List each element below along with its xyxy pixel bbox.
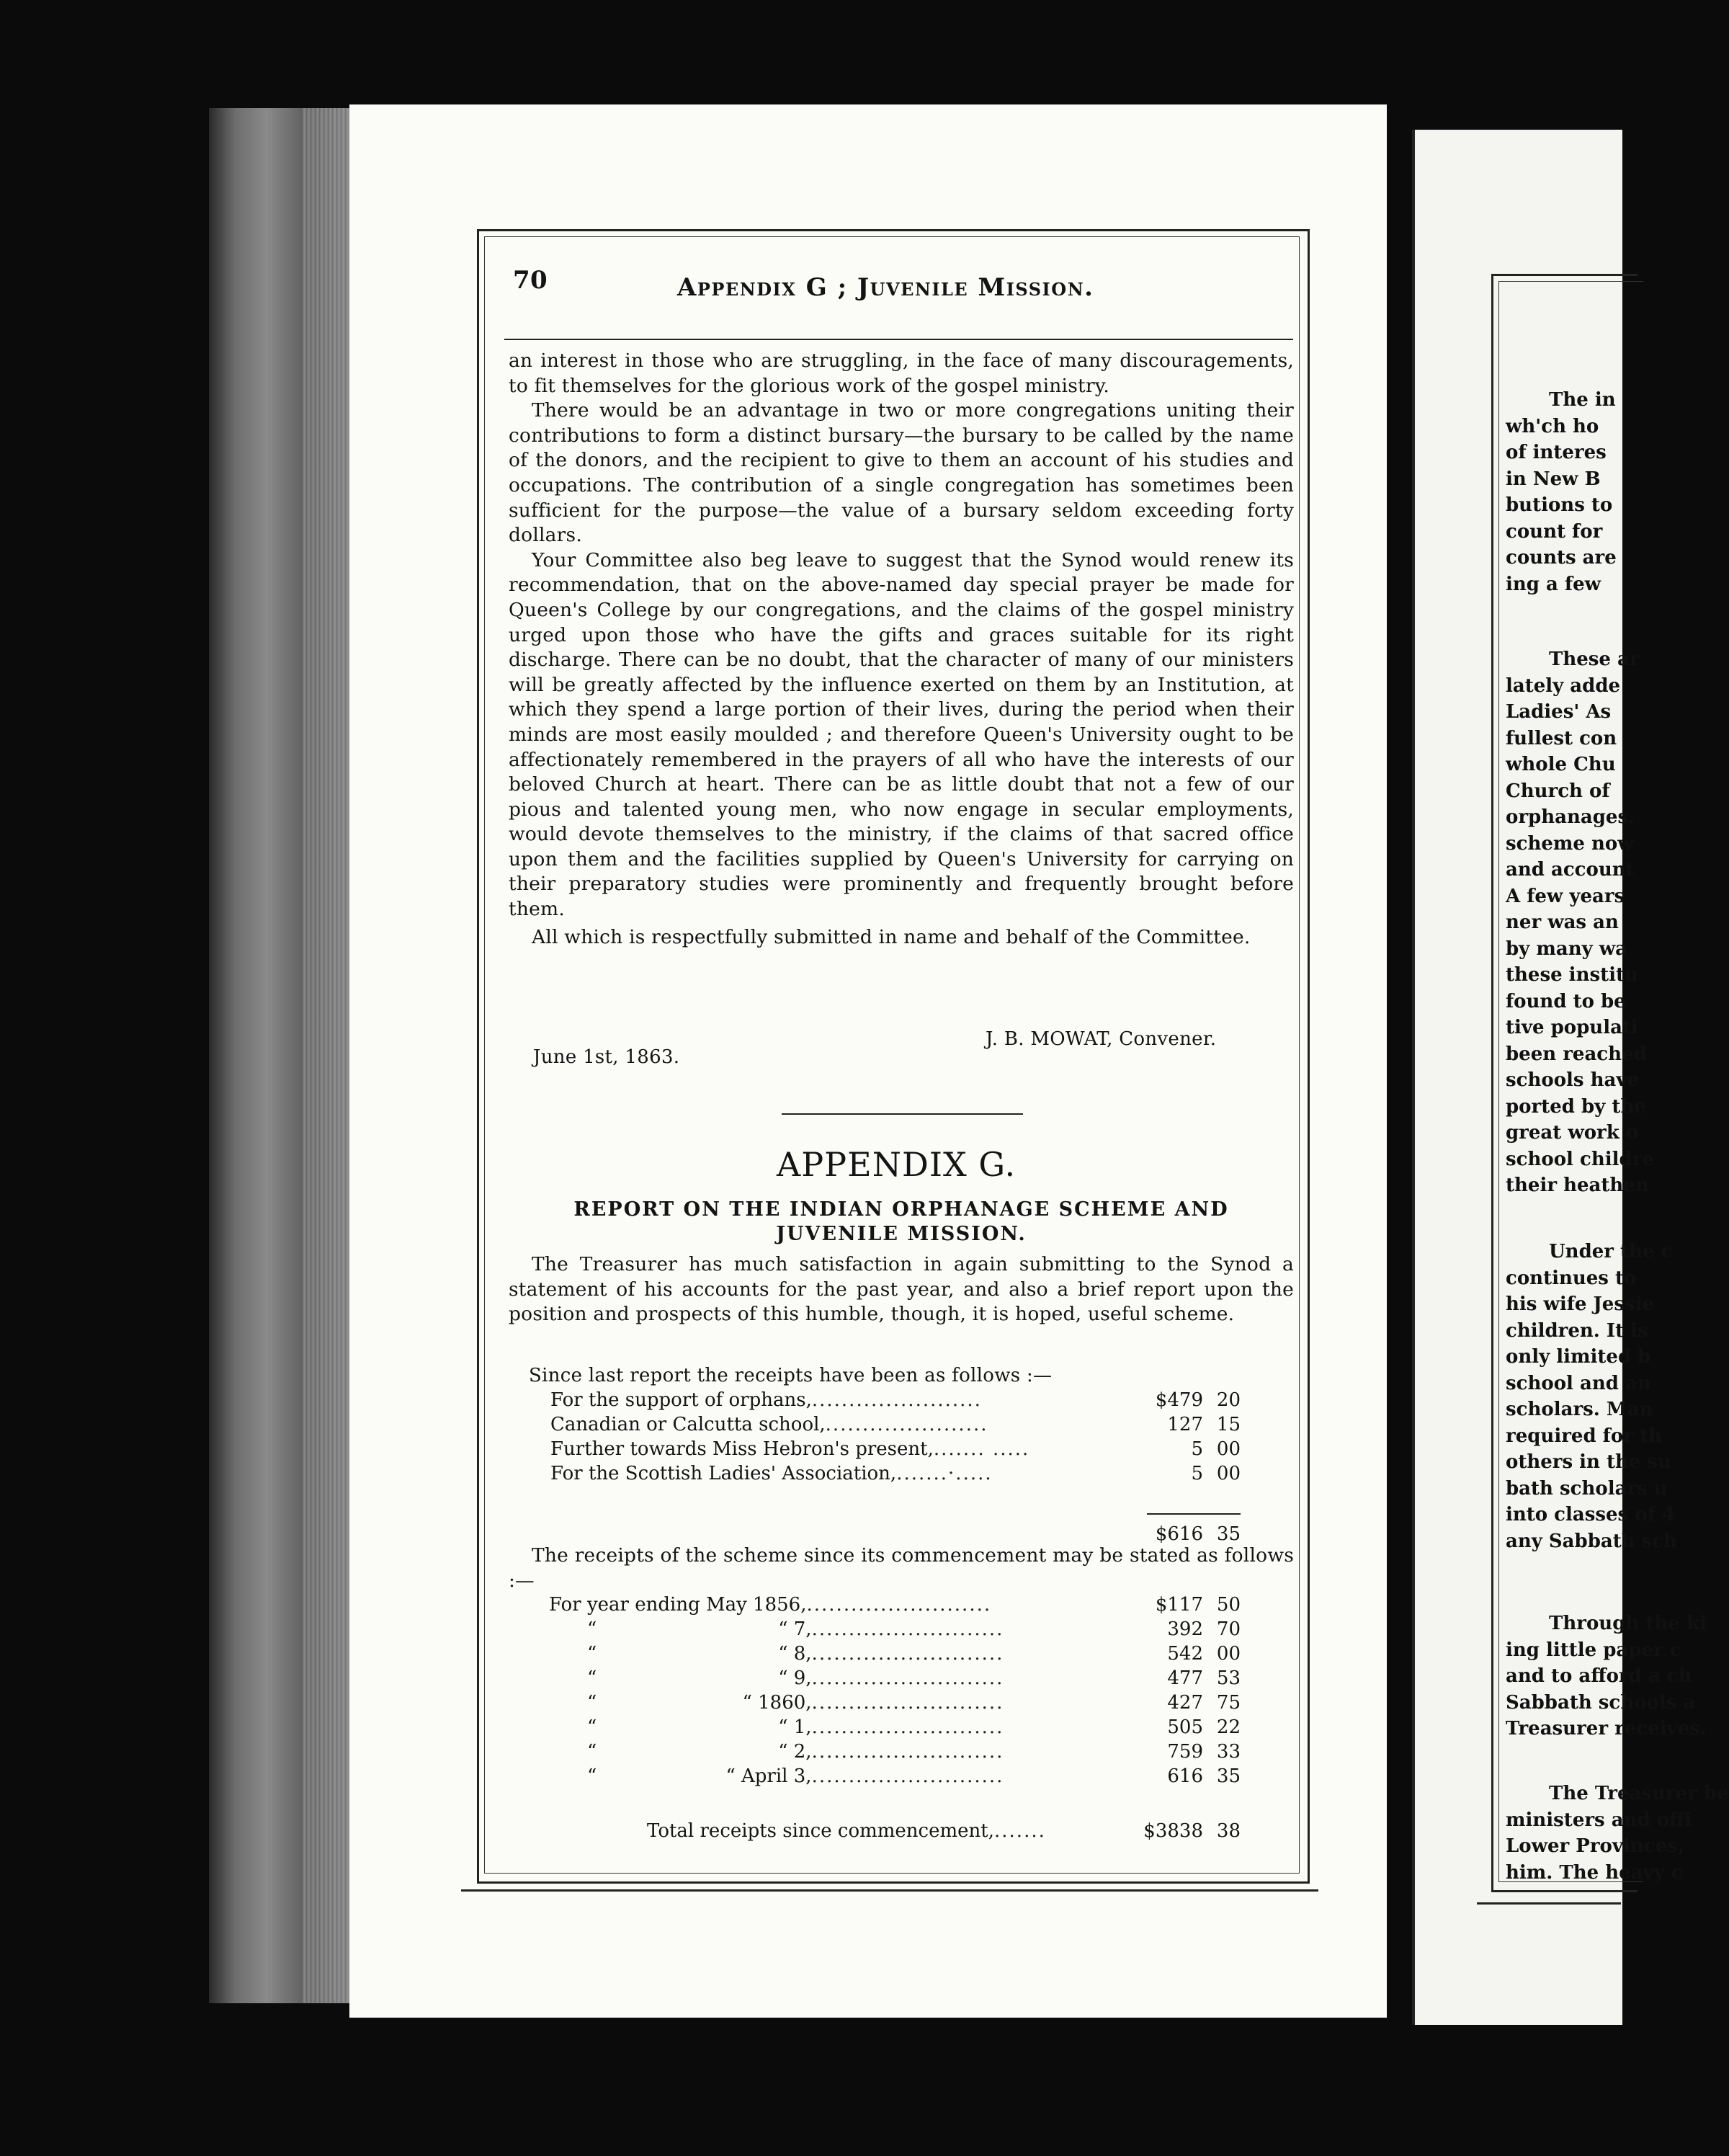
right-page-line: found to be	[1506, 990, 1626, 1012]
history-cents: 70	[1216, 1618, 1241, 1640]
right-page-line: by many wa	[1506, 937, 1627, 960]
paragraph: All which is respectfully submitted in name and behalf of the Committee.	[532, 925, 1251, 948]
right-page-line: Treasurer receives.	[1506, 1718, 1707, 1740]
history-cents: 33	[1216, 1741, 1241, 1763]
receipt-dollars: 5	[1191, 1438, 1203, 1460]
right-page-line: ner was an	[1506, 912, 1619, 933]
right-page-line: continues to	[1506, 1267, 1637, 1289]
table-row: For the Scottish Ladies' Association,.......·.....	[550, 1463, 993, 1484]
table-row: Further towards Miss Hebron's present,....... .....	[550, 1438, 1030, 1460]
table-row: “ “ 8,..........................	[587, 1643, 1004, 1665]
sum-rule	[1147, 1513, 1241, 1515]
history-col2: “ 7,	[778, 1618, 812, 1640]
right-page-line: been reached	[1506, 1043, 1647, 1065]
page-number: 70	[513, 266, 548, 295]
history-col2: “ 9,	[778, 1667, 812, 1689]
table-row: Canadian or Calcutta school,......................	[550, 1414, 988, 1435]
signature-signer: J. B. MOWAT, Convener.	[986, 1028, 1217, 1050]
right-page-line: their heathen	[1506, 1175, 1649, 1196]
history-col2: “ 2,	[778, 1741, 812, 1763]
history-dollars: 616	[1167, 1765, 1203, 1787]
right-page-line: lately adde	[1506, 674, 1621, 697]
intro-text	[509, 349, 1294, 950]
right-page-line: ported by the	[1506, 1095, 1646, 1118]
header-rule	[504, 339, 1293, 340]
table-row: For year ending May 1856,.........................	[549, 1594, 992, 1616]
history-col1: “	[587, 1667, 597, 1689]
history-cents: 53	[1216, 1667, 1241, 1689]
right-page-line: Through the ki	[1549, 1613, 1707, 1634]
receipts-intro: Since last report the receipts have been as follows :—	[529, 1365, 1053, 1386]
receipt-label: Further towards Miss Hebron's present,	[550, 1438, 934, 1460]
history-cents: 22	[1216, 1716, 1241, 1738]
right-page-line: A few years	[1506, 885, 1625, 907]
right-page-line: ministers and offi	[1506, 1809, 1692, 1831]
receipt-label: For the support of orphans,	[550, 1389, 812, 1411]
history-cents: 35	[1216, 1765, 1241, 1787]
history-col1: “	[587, 1716, 597, 1738]
history-dollars: 542	[1167, 1643, 1203, 1665]
grand-total-cents: 38	[1216, 1820, 1241, 1842]
right-page-line: The in	[1549, 389, 1616, 411]
table-row: “ “ 9,..........................	[587, 1667, 1004, 1689]
right-page-line: scholars. Man	[1506, 1399, 1653, 1420]
paragraph: The receipts of the scheme since its commencement may be stated as follows :—	[509, 1544, 1294, 1592]
right-frame-bottom-rule	[1477, 1902, 1621, 1905]
right-page-line: Under the c	[1549, 1241, 1673, 1262]
history-col1: “	[587, 1741, 597, 1763]
table-row: “ “ 2,..........................	[587, 1741, 1004, 1763]
history-col2: “ 8,	[778, 1643, 812, 1665]
history-col1: For year ending	[549, 1594, 700, 1616]
right-page-line: required for th	[1506, 1425, 1662, 1447]
history-dollars: 392	[1167, 1618, 1203, 1640]
history-cents: 50	[1216, 1594, 1241, 1616]
right-page-line: any Sabbath sch	[1506, 1530, 1678, 1552]
right-page-line: school and an	[1506, 1372, 1651, 1394]
table-row: For the support of orphans,.......................	[550, 1389, 982, 1411]
history-col1: “	[587, 1643, 597, 1665]
right-page-line: whole Chu	[1506, 754, 1616, 775]
grand-total-dollars: $3838	[1143, 1820, 1203, 1842]
receipt-cents: 15	[1216, 1414, 1241, 1435]
right-page-line: bath scholars u	[1506, 1477, 1668, 1500]
receipt-label: For the Scottish Ladies' Association,	[550, 1463, 897, 1484]
right-page-line: orphanages.	[1506, 806, 1635, 828]
right-page-line: count for	[1506, 520, 1603, 543]
right-page-line: school childre	[1506, 1148, 1654, 1170]
receipt-label: Canadian or Calcutta school,	[550, 1414, 826, 1435]
right-page-line: and to afford a ch	[1506, 1665, 1692, 1687]
table-row: “ “ April 3,..........................	[587, 1765, 1004, 1787]
paragraph: Your Committee also beg leave to suggest that the Synod would renew its recommendation, that on the above-named day special prayer be made for Queen's College by our congregations, and the claims of the gospel ministry urged upon those who have the gifts and graces suitable for its right discharge. There can be no doubt, that the character of many of our ministers will be greatly affected by the influence exerted on them by an Institution, at which they spend a large portion of their lives, during the period when their minds are most easily moulded ; and therefore Queen's University ought to be affectionately remembered in the prayers of all who have the interests of our beloved Church at heart. There can be as little doubt that not a few of our pious and talented young men, who now engage in secular employments, would devote themselves to the ministry, if the claims of that sacred office upon them and the facilities supplied by Queen's University for carrying on their preparatory studies were prominently and frequently brought before them.	[509, 548, 1294, 921]
history-dollars: 505	[1167, 1716, 1203, 1738]
appendix-heading: APPENDIX G.	[777, 1145, 1017, 1184]
right-page-line: Ladies' As	[1506, 701, 1612, 723]
paragraph: There would be an advantage in two or more congregations uniting their contributions to form a distinct bursary—the bursary to be called by the name of the donors, and the recipient to give to them an account of his studies and occupations. The contribution of a single congregation has sometimes been sufficient for the purpose—the value of a bursary seldom exceeding forty dollars.	[509, 399, 1294, 547]
appendix-intro	[509, 1252, 1294, 1327]
receipt-cents: 00	[1216, 1438, 1241, 1460]
table-row: “ “ 7,..........................	[587, 1618, 1004, 1640]
history-col1: “	[587, 1692, 597, 1714]
right-page-line: into classes of 4	[1506, 1504, 1675, 1525]
right-page-line: butions to	[1506, 494, 1613, 516]
report-title: REPORT ON THE INDIAN ORPHANAGE SCHEME AND JUVENILE MISSION.	[573, 1198, 1229, 1245]
running-title: Appendix G ; Juvenile Mission.	[677, 273, 1094, 302]
signature-date: June 1st, 1863.	[533, 1046, 680, 1068]
paragraph: The Treasurer has much satisfaction in again submitting to the Synod a statement of his accounts for the past year, and also a brief report upon the position and prospects of this humble, though, it is hoped, useful scheme.	[509, 1253, 1294, 1326]
history-dollars: 759	[1167, 1741, 1203, 1763]
right-page-line: Sabbath schools a	[1506, 1691, 1696, 1714]
history-col1: “	[587, 1765, 597, 1787]
grand-total-label: Total receipts since commencement,	[647, 1820, 995, 1842]
paragraph: an interest in those who are struggling, in the face of many discouragements, to fit themselves for the glorious work of the gospel ministry.	[509, 349, 1294, 397]
history-dollars: 477	[1167, 1667, 1203, 1689]
history-col2: “ 1860,	[742, 1692, 812, 1714]
right-page-line: Lower Provinces,	[1506, 1835, 1684, 1857]
history-intro	[509, 1544, 1294, 1593]
right-page-line: these institu	[1506, 964, 1638, 986]
right-page-line: scheme now	[1506, 832, 1634, 855]
right-page-line: Church of	[1506, 780, 1610, 802]
right-page-line: ing little paper c	[1506, 1639, 1681, 1661]
history-col2: “ April 3,	[725, 1765, 812, 1787]
history-dollars: 427	[1167, 1692, 1203, 1714]
right-page-line: only limited b	[1506, 1346, 1651, 1368]
right-page-line: fullest con	[1506, 727, 1617, 749]
right-page-line: counts are	[1506, 547, 1617, 569]
receipt-dollars: 5	[1191, 1463, 1203, 1484]
right-page-line: ing a few	[1506, 573, 1601, 595]
frame-bottom-rule	[461, 1889, 1318, 1892]
receipt-cents: 20	[1216, 1389, 1241, 1411]
receipt-cents: 00	[1216, 1463, 1241, 1484]
table-row: “ “ 1860,..........................	[587, 1692, 1004, 1714]
history-dollars: $117	[1155, 1594, 1203, 1616]
right-page-line: his wife Jessie	[1506, 1293, 1655, 1315]
history-cents: 75	[1216, 1692, 1241, 1714]
right-page-line: children. It is	[1506, 1319, 1648, 1342]
section-divider	[782, 1113, 1023, 1115]
history-cents: 00	[1216, 1643, 1241, 1665]
right-page-line: tive populati	[1506, 1017, 1638, 1038]
receipt-dollars: $479	[1155, 1389, 1203, 1411]
receipts-total-dollars: $616	[1155, 1523, 1203, 1545]
right-page-line: schools have	[1506, 1069, 1640, 1091]
right-page-line: others in the su	[1506, 1451, 1672, 1473]
history-col2: May 1856,	[705, 1594, 807, 1616]
right-page-line: in New B	[1506, 468, 1601, 490]
receipt-dollars: 127	[1167, 1414, 1203, 1435]
history-col1: “	[587, 1618, 597, 1640]
history-col2: “ 1,	[778, 1716, 812, 1738]
right-page-line: great work o	[1506, 1122, 1639, 1144]
table-row: “ “ 1,..........................	[587, 1716, 1004, 1738]
right-page-line: The Treasurer be	[1549, 1783, 1729, 1804]
receipts-total-cents: 35	[1216, 1523, 1241, 1545]
right-page-line: wh'ch ho	[1506, 415, 1599, 437]
right-page-line: and account	[1506, 859, 1635, 881]
table-row: Total receipts since commencement,.......	[647, 1820, 1046, 1842]
page-edges	[303, 108, 353, 2003]
right-page-line: him. The heavy c	[1506, 1861, 1683, 1884]
right-page-line: of interes	[1506, 442, 1607, 463]
right-page-line: These ar	[1549, 649, 1640, 670]
